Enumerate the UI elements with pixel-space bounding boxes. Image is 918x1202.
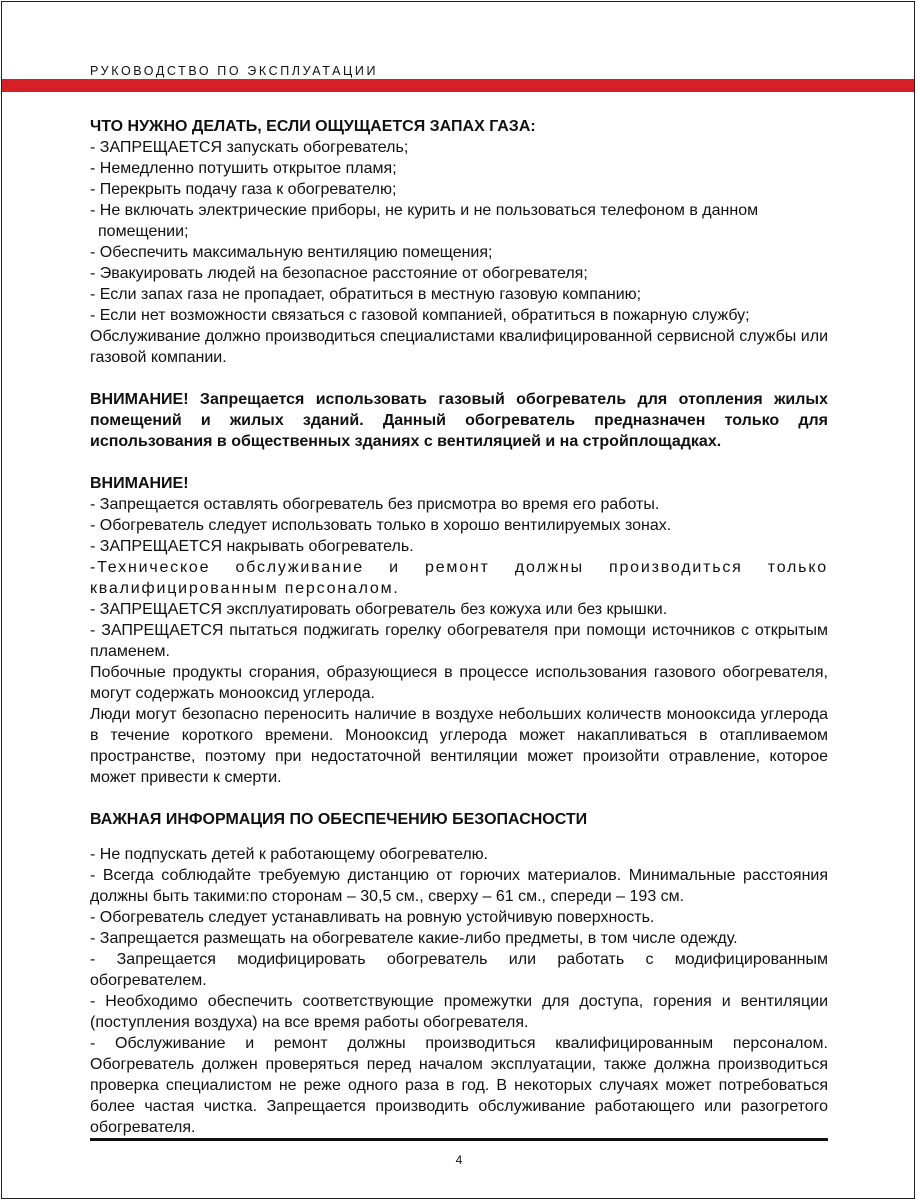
gas-smell-item: помещении; (98, 223, 189, 240)
safety-line: - Запрещается размещать на обогревателе какие-либо предметы, в том числе одежду. (90, 930, 738, 947)
page-header-title: РУКОВОДСТВО ПО ЭКСПЛУАТАЦИИ (90, 64, 379, 78)
warning-heading: ВНИМАНИЕ! (90, 475, 189, 492)
main-warning: ВНИМАНИЕ! Запрещается использовать газовый обогреватель для отопления жилых помещений и жилых зданий. Данный обогреватель предназначен только для использования в общественных зданиях с вентиляцией и на стройплощадках. (90, 391, 828, 450)
page-content (90, 116, 828, 1138)
safety-line: - Всегда соблюдайте требуемую дистанцию от горючих материалов. Минимальные расстояния должны быть такими:по сторонам – 30,5 см., сверху – 61 см., спереди – 193 см. (90, 867, 828, 905)
safety-line: - Обогреватель следует устанавливать на ровную устойчивую поверхность. (90, 909, 655, 926)
footer-rule (90, 1138, 828, 1141)
safety-line: - Не подпускать детей к работающему обогревателю. (90, 846, 489, 863)
gas-smell-item: - Эвакуировать людей на безопасное расстояние от обогревателя; (90, 265, 588, 282)
gas-smell-item: - ЗАПРЕЩАЕТСЯ запускать обогреватель; (90, 139, 409, 156)
gas-smell-heading: ЧТО НУЖНО ДЕЛАТЬ, ЕСЛИ ОЩУЩАЕТСЯ ЗАПАХ ГАЗА: (90, 118, 536, 135)
safety-line: - Запрещается модифицировать обогреватель или работать с модифицированным обогревателем. (90, 951, 828, 989)
warning-line: Люди могут безопасно переносить наличие в воздухе небольших количеств монооксида углерода в течение короткого времени. Монооксид углерода может накапливаться в отапливаемом пространстве, поэтому при недостаточной вентиляции может произойти отравление, которое может привести к смерти. (90, 706, 828, 786)
gas-smell-item: - Перекрыть подачу газа к обогревателю; (90, 181, 397, 198)
gas-smell-item: - Обеспечить максимальную вентиляцию помещения; (90, 244, 493, 261)
gas-smell-item: - Если нет возможности связаться с газовой компанией, обратиться в пожарную службу; (90, 307, 750, 324)
gas-smell-item: - Немедленно потушить открытое пламя; (90, 160, 397, 177)
page-number: 4 (455, 1153, 463, 1167)
warning-line: Побочные продукты сгорания, образующиеся в процессе использования газового обогревателя, могут содержать монооксид углерода. (90, 664, 828, 702)
safety-line: - Необходимо обеспечить соответствующие промежутки для доступа, горения и вентиляции (поступления воздуха) на все время работы обогревателя. (90, 993, 828, 1031)
gas-smell-item: - Если запах газа не пропадает, обратиться в местную газовую компанию; (90, 286, 642, 303)
warning-line: - ЗАПРЕЩАЕТСЯ накрывать обогреватель. (90, 538, 414, 555)
warning-line: - Обогреватель следует использовать только в хорошо вентилируемых зонах. (90, 517, 672, 534)
safety-line: - Обслуживание и ремонт должны производиться квалифицированным персоналом. Обогреватель должен проверяться перед началом эксплуатации, также должна производиться проверка специалистом не реже одного раза в год. В некоторых случаях может потребоваться более частая чистка. Запрещается производить обслуживание работающего или разогретого обогревателя. (90, 1035, 828, 1136)
safety-heading: ВАЖНАЯ ИНФОРМАЦИЯ ПО ОБЕСПЕЧЕНИЮ БЕЗОПАСНОСТИ (90, 811, 588, 828)
warning-line: -Техническое обслуживание и ремонт должны производиться только квалифицированным персоналом. (90, 559, 828, 597)
gas-smell-item: - Не включать электрические приборы, не курить и не пользоваться телефоном в данном (90, 202, 759, 219)
warning-line: - Запрещается оставлять обогреватель без присмотра во время его работы. (90, 496, 660, 513)
warning-line: - ЗАПРЕЩАЕТСЯ эксплуатировать обогреватель без кожуха или без крышки. (90, 601, 668, 618)
header-red-bar (2, 79, 914, 92)
service-note: Обслуживание должно производиться специалистами квалифицированной сервисной службы или газовой компании. (90, 328, 828, 366)
warning-line: - ЗАПРЕЩАЕТСЯ пытаться поджигать горелку обогревателя при помощи источников с открытым пламенем. (90, 622, 828, 660)
